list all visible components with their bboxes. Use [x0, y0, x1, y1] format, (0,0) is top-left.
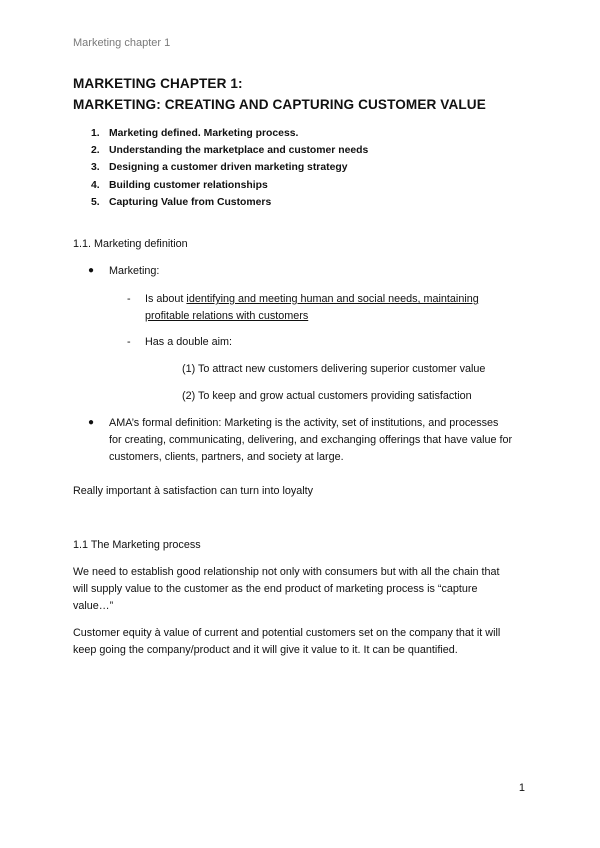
- aim-2: (2) To keep and grow actual customers providing satisfaction: [182, 390, 472, 402]
- important-note: Really important à satisfaction can turn into loyalty: [73, 485, 314, 497]
- chapter-title: MARKETING CHAPTER 1:: [73, 76, 243, 91]
- definition-prefix: Is about: [145, 293, 187, 305]
- aim-1: (1) To attract new customers delivering superior customer value: [182, 363, 486, 375]
- toc-item: [91, 128, 368, 145]
- definition-line-1: [145, 290, 479, 308]
- definition-underlined-1: identifying and meeting human and social needs, maintaining: [186, 293, 479, 305]
- toc-item: [91, 162, 368, 179]
- page-number: 1: [518, 782, 525, 794]
- bullet-marketing: Marketing:: [109, 265, 160, 277]
- toc-number: 4.: [91, 179, 100, 191]
- para1-line-2: will supply value to the customer as the end product of marketing process is “capture: [73, 583, 478, 595]
- page-header: Marketing chapter 1: [73, 37, 171, 49]
- toc-item: [91, 197, 368, 214]
- toc-text: Building customer relationships: [109, 179, 268, 191]
- toc-number: 5.: [91, 196, 100, 208]
- ama-line-3: customers, clients, partners, and society at large.: [109, 451, 344, 463]
- toc-text: Marketing defined. Marketing process.: [109, 128, 299, 139]
- para1-line-1: We need to establish good relationship not only with consumers but with all the chain that: [73, 566, 500, 578]
- toc-number: 1.: [91, 128, 100, 139]
- dash-icon: -: [127, 336, 131, 348]
- toc-text: Designing a customer driven marketing strategy: [109, 162, 348, 174]
- toc-number: 3.: [91, 162, 100, 174]
- double-aim: Has a double aim:: [145, 336, 233, 348]
- toc-text: Capturing Value from Customers: [109, 196, 272, 208]
- bullet-icon: ●: [88, 265, 95, 276]
- dash-icon: -: [127, 293, 131, 305]
- ama-line-2: for creating, communicating, delivering, and exchanging offerings that have value for: [109, 434, 513, 446]
- toc-text: Understanding the marketplace and customer needs: [109, 145, 369, 157]
- para2-line-1: Customer equity à value of current and potential customers set on the company that it will: [73, 627, 501, 639]
- toc-number: 2.: [91, 145, 100, 157]
- bullet-icon: ●: [88, 417, 95, 428]
- para2-line-2: keep going the company/product and it will give it value to it. It can be quantified.: [73, 644, 458, 656]
- ama-line-1: AMA’s formal definition: Marketing is the activity, set of institutions, and processes: [109, 417, 499, 429]
- section-heading-marketing-definition: 1.1. Marketing definition: [73, 238, 188, 250]
- table-of-contents: [91, 128, 368, 214]
- toc-item: [91, 180, 368, 197]
- toc-item: [91, 145, 368, 162]
- definition-underlined-2: profitable relations with customers: [145, 310, 309, 322]
- section-heading-marketing-process: 1.1 The Marketing process: [73, 539, 201, 551]
- chapter-subtitle: MARKETING: CREATING AND CAPTURING CUSTOMER VALUE: [73, 97, 486, 112]
- para1-line-3: value…”: [73, 600, 114, 612]
